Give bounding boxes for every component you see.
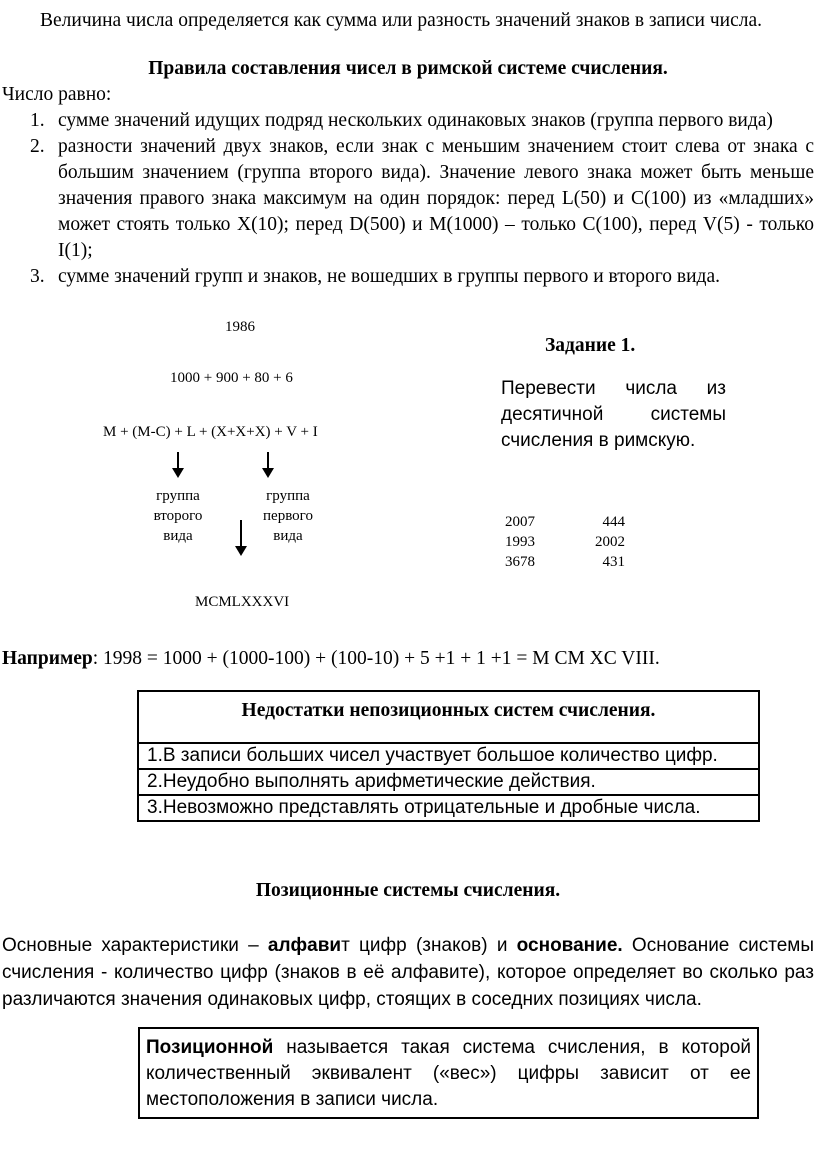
task-title: Задание 1. [545, 335, 636, 356]
task-row: 2007 444 [505, 514, 625, 530]
positional-heading: Позиционные системы счисления. [255, 880, 561, 901]
intro-paragraph: Величина числа определяется как сумма или разность значений знаков в записи числа. [40, 10, 763, 31]
drawbacks-table [137, 690, 760, 822]
task-numbers [505, 512, 625, 572]
rule-item: 1. сумме значений идущих подряд нескольких одинаковых знаков (группа первого вида) [30, 110, 773, 131]
rules-list [0, 108, 814, 290]
arrow-down-icon [267, 452, 269, 472]
example-label: Например [2, 648, 93, 669]
drawbacks-heading: Недостатки непозиционных систем счисления. [139, 692, 758, 744]
task-row: 3678 431 [505, 554, 625, 570]
rule-item: 3. сумме значений групп и знаков, не вошедших в группы первого и второго вида. [30, 266, 720, 287]
diagram-year: 1986 [225, 319, 255, 335]
arrow-down-icon [177, 452, 179, 472]
diagram-sum: 1000 + 900 + 80 + 6 [170, 370, 293, 382]
group-second-label: группа второго вида [153, 488, 203, 544]
definition-text: называется такая система счисления, в которой количественный эквивалент («вес») цифры зависит от ее местоположения в записи числа. [146, 1037, 751, 1110]
drawback-item: 1.В записи больших чисел участвует большое количество цифр. [139, 744, 758, 770]
number-equals-label: Число равно: [2, 84, 112, 105]
task-row: 1993 2002 [505, 534, 625, 550]
rule-item: 2. разности значений двух знаков, если знак с меньшим значением стоит слева от знака с большим значением (группа второго вида). Значение левого знака может быть меньше значения правого знака максимум на один порядок: перед L(50) и C(100) из «младших» может стоять только X(10); перед D(500) и M(1000) – только C(100), перед V(5) - только I(1); [30, 136, 814, 261]
drawback-item: 3.Невозможно представлять отрицательные и дробные числа. [147, 797, 701, 818]
drawback-item: 2.Неудобно выполнять арифметические действия. [139, 770, 758, 796]
diagram-roman-expression: M + (M-C) + L + (X+X+X) + V + I [103, 424, 318, 440]
diagram-result: MCMLXXXVI [195, 594, 290, 610]
rules-heading: Правила составления чисел в римской системе счисления. [148, 58, 668, 79]
task-text: Перевести числа из десятичной системы счисления в римскую. [501, 378, 726, 451]
arrow-down-icon [240, 520, 242, 550]
definition-term: Позиционной [146, 1037, 274, 1058]
group-first-label: группа первого вида [263, 488, 313, 544]
example-line: Например: 1998 = 1000 + (1000-100) + (100-10) + 5 +1 + 1 +1 = M CM XC VIII. [2, 648, 660, 669]
characteristics-paragraph: Основные характеристики – алфавит цифр (знаков) и основание. Основание системы счисления - количество цифр (знаков в её алфавите), которое определяет во сколько раз различаются значения одинаковых цифр, стоящих в соседних позициях числа. [2, 935, 814, 1010]
definition-box [138, 1027, 759, 1119]
